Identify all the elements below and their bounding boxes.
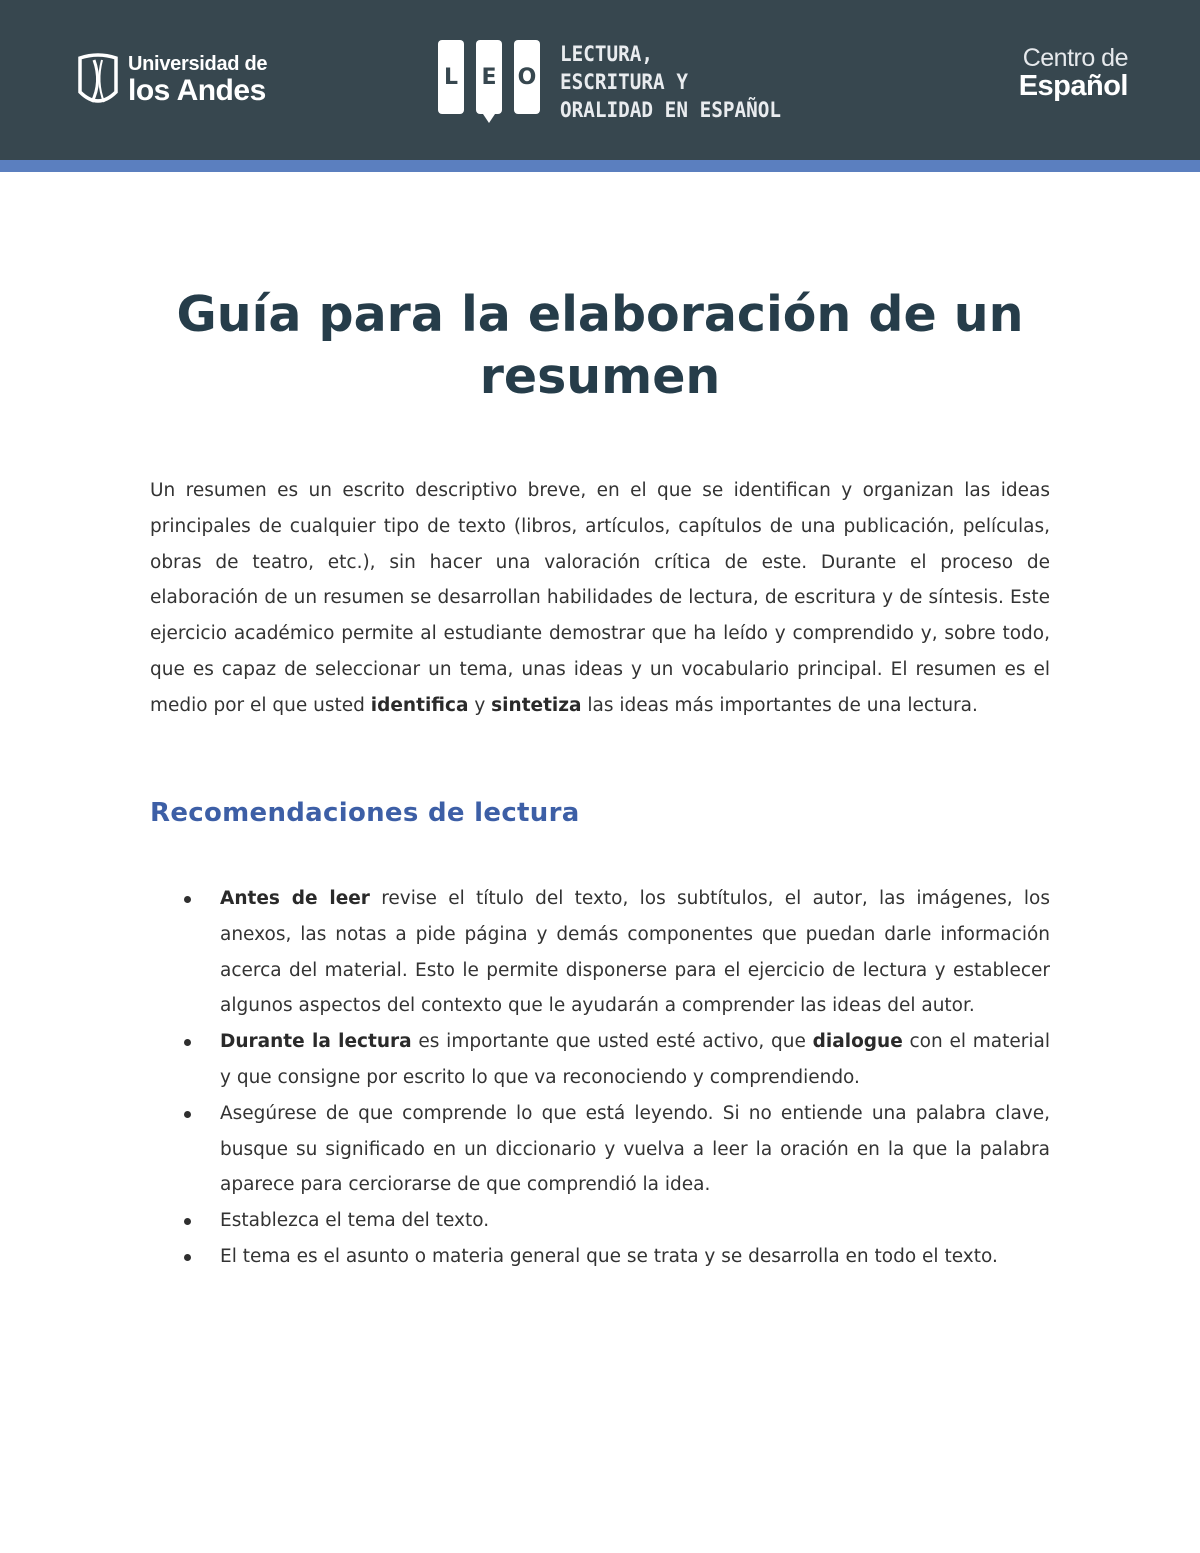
list-item-text: con el material y que consigne por escrito lo que va reconociendo y comprendiendo. — [220, 1031, 1050, 1088]
bullet-icon — [184, 1111, 191, 1118]
list-item-text: es importante que usted esté activo, que — [411, 1031, 813, 1053]
intro-bold-sintetiza: sintetiza — [491, 694, 582, 716]
uniandes-logo-line1: Universidad de — [128, 53, 268, 75]
intro-text-part1: Un resumen es un escrito descriptivo breve, en el que se identifican y organizan las ideas principales de cualquier tipo de texto (libros, artículos, capítulos de una publicación, películas, obras de teatro, etc.), sin hacer una valoración crítica de este. Durante el proceso de elaboración de un resumen se desarrollan habilidades de lectura, de escritura y de síntesis. Este ejercicio académico permite al estudiante demostrar que ha leído y comprendido y, sobre todo, que es capaz de seleccionar un tema, unas ideas y un vocabulario principal. El resumen es el medio por el que usted — [150, 480, 1050, 716]
list-item-bold: Durante la lectura — [220, 1031, 412, 1053]
list-item-text: Establezca el tema del texto. — [220, 1210, 490, 1232]
centro-logo-line2: Español — [1018, 70, 1128, 102]
leo-tile-e — [476, 40, 502, 114]
intro-paragraph — [150, 473, 1050, 724]
leo-tile-letter: L — [443, 64, 459, 90]
document-title — [100, 284, 1100, 408]
bullet-icon — [184, 1039, 191, 1046]
leo-tile-letter: O — [517, 64, 537, 90]
leo-logo-text — [560, 40, 781, 124]
uniandes-logo-line2: los Andes — [128, 74, 266, 107]
leo-text-line2: ESCRITURA Y — [560, 70, 688, 94]
list-item — [150, 1203, 1050, 1239]
recommendations-list — [150, 881, 1050, 1275]
leo-tile-o — [514, 40, 540, 114]
bullet-icon — [184, 1254, 191, 1261]
list-item-text: revise el título del texto, los subtítulos, el autor, las imágenes, los anexos, las notas a pide página y demás componentes que puedan darle información acerca del material. Esto le permite disponerse para el ejercicio de lectura y establecer algunos aspectos del contexto que le ayudarán a comprender las ideas del autor. — [220, 888, 1051, 1017]
list-item — [150, 881, 1050, 1024]
leo-tile-letter: E — [481, 64, 497, 90]
leo-logo — [438, 40, 800, 124]
header-band — [0, 0, 1200, 160]
centro-espanol-logo — [1019, 46, 1128, 101]
header-accent-stripe — [0, 160, 1200, 172]
title-line2: resumen — [479, 348, 721, 405]
leo-text-line1: LECTURA, — [560, 42, 654, 66]
list-item — [150, 1024, 1050, 1096]
centro-logo-line1: Centro de — [1022, 44, 1128, 72]
bullet-icon — [184, 896, 191, 903]
list-item-text: El tema es el asunto o materia general que se trata y se desarrolla en todo el texto. — [220, 1245, 998, 1267]
uniandes-shield-icon — [74, 52, 122, 108]
intro-text-part3: las ideas más importantes de una lectura. — [581, 694, 978, 716]
leo-tile-l — [438, 40, 464, 114]
intro-text-part2: y — [468, 694, 492, 716]
leo-letter-tiles — [438, 40, 540, 114]
uniandes-logo — [74, 52, 267, 108]
list-item-bold: Antes de leer — [220, 888, 370, 909]
list-item — [150, 1096, 1050, 1203]
list-item — [150, 1239, 1050, 1275]
list-item-bold: dialogue — [812, 1031, 903, 1053]
intro-bold-identifica: identifica — [370, 694, 469, 716]
title-line1: Guía para la elaboración de un — [176, 286, 1024, 343]
pen-tip-icon — [483, 114, 495, 123]
leo-text-line3: ORALIDAD EN ESPAÑOL — [560, 98, 782, 122]
list-item-text: Asegúrese de que comprende lo que está leyendo. Si no entiende una palabra clave, busque su significado en un diccionario y vuelva a leer la oración en la que la palabra aparece para cerciorarse de que comprendió la idea. — [220, 1102, 1050, 1196]
bullet-icon — [184, 1218, 191, 1225]
section-heading: Recomendaciones de lectura — [150, 798, 580, 828]
